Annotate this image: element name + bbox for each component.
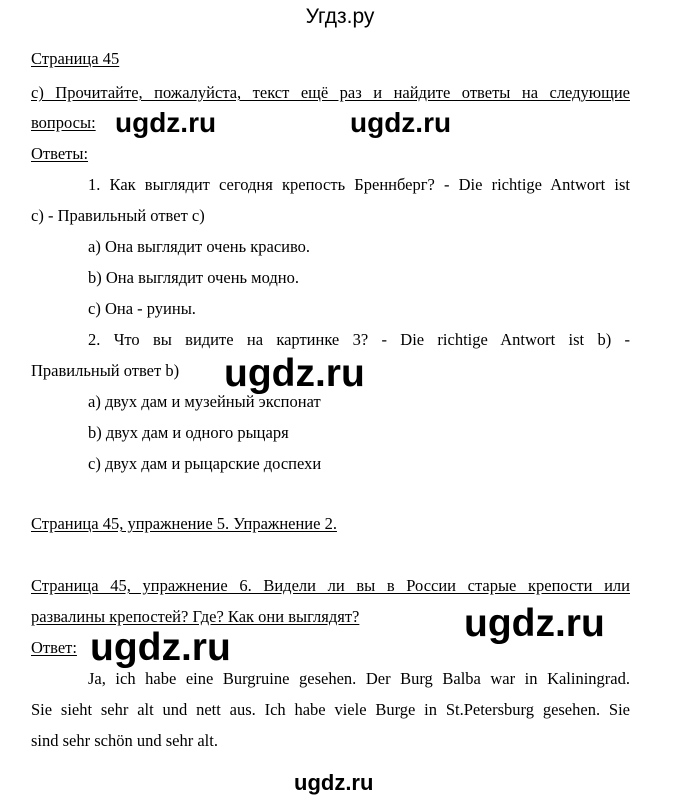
task-c-line-2: вопросы: (31, 113, 96, 132)
exercise-6-line-1: Страница 45, упражнение 6. Видели ли вы в России старые крепости или (31, 576, 630, 595)
answer-line-2: Sie sieht sehr alt und nett aus. Ich habe viele Burge in St.Petersburg gesehen. Sie (31, 700, 630, 719)
question-2-line-2: Правильный ответ b) (31, 361, 180, 380)
answer-label: Ответ: (31, 638, 77, 657)
exercise-6-line-2: развалины крепостей? Где? Как они выглядят? (31, 607, 360, 626)
site-title: Угдз.ру (305, 5, 375, 28)
question-1-line-2: c) - Правильный ответ c) (31, 206, 205, 225)
watermark-1: ugdz.ru (115, 107, 217, 138)
watermark-5: ugdz.ru (90, 626, 231, 669)
question-1-option-b: b) Она выглядит очень модно. (88, 268, 299, 287)
question-2-option-b: b) двух дам и одного рыцаря (88, 423, 289, 442)
watermark-4: ugdz.ru (464, 602, 605, 645)
question-2-option-a: a) двух дам и музейный экспонат (88, 392, 321, 411)
question-1-option-c: c) Она - руины. (88, 299, 196, 318)
watermark-3: ugdz.ru (224, 352, 365, 395)
page-heading: Страница 45 (31, 49, 120, 68)
exercise-5-heading: Страница 45, упражнение 5. Упражнение 2. (31, 514, 337, 533)
answer-line-1: Ja, ich habe eine Burgruine gesehen. Der Burg Balba war in Kaliningrad. (88, 669, 630, 688)
question-2-option-c: c) двух дам и рыцарские доспехи (88, 454, 322, 473)
watermark-6: ugdz.ru (294, 770, 374, 795)
question-2-line-1: 2. Что вы видите на картинке 3? - Die richtige Antwort ist b) - (88, 330, 630, 349)
answer-line-3: sind sehr schön und sehr alt. (31, 731, 218, 750)
question-1-option-a: a) Она выглядит очень красиво. (88, 237, 311, 256)
question-1-line-1: 1. Как выглядит сегодня крепость Бреннберг? - Die richtige Antwort ist (88, 175, 630, 194)
task-c-line-1: c) Прочитайте, пожалуйста, текст ещё раз и найдите ответы на следующие (31, 83, 630, 102)
answers-label: Ответы: (31, 144, 89, 163)
watermark-2: ugdz.ru (350, 107, 452, 138)
